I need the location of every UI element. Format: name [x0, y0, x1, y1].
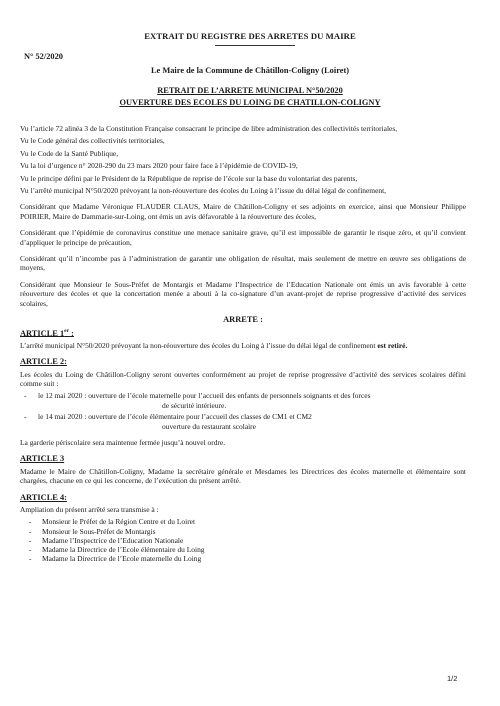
title-divider: [215, 45, 295, 46]
consideration-paragraph: Vu le principe défini par le Président de la République de reprise de l’école sur la base du volontariat des parents,: [20, 173, 358, 183]
article-1-body: L’arrêté municipal N°50/2020 prévoyant la non-réouverture des écoles du Loing à l’issue du délai légal de confinement: [20, 340, 378, 350]
consideration-paragraph: Considérant que Monsieur le Sous-Préfet de Montargis et Madame l’Inspectrice de l’Education Nationale ont émis un avis favorable à cette réouverture des écoles et que la concertation menée a abouti à la co-signature d’un avant-projet de reprise progressive d’activité des services scolaires,: [20, 279, 466, 308]
recipients-list: [20, 517, 466, 563]
dash-bullet: -: [29, 535, 32, 545]
register-title: EXTRAIT DU REGISTRE DES ARRETES DU MAIRE: [144, 31, 356, 41]
recipient-label: Madame la Directrice de l’Ecole maternelle du Loing: [42, 554, 202, 564]
list-item: [20, 554, 466, 563]
recipient-label: Monsieur le Sous-Préfet de Montargis: [42, 526, 156, 536]
article-1-text: [20, 341, 466, 350]
dash-bullet: -: [29, 545, 32, 554]
recipient-label: Madame l’Inspectrice de l’Education Nationale: [42, 535, 184, 545]
schedule-line: le 14 mai 2020 : ouverture de l’école élémentaire pour l’accueil des classes de CM1 et CM2: [38, 412, 312, 422]
consideration-paragraph: Vu l’article 72 alinéa 3 de la Constitution Française consacrant le principe de libre administration des collectivités territoriales,: [20, 124, 398, 133]
schedule-continuation: de sécurité intérieure.: [162, 400, 227, 410]
list-item: [20, 536, 466, 545]
article-3-title: ARTICLE 3: [20, 454, 65, 464]
article-1-title-prefix: ARTICLE 1: [20, 328, 65, 338]
list-item: [20, 391, 466, 410]
article-2-note: La garderie périscolaire sera maintenue fermée jusqu’à nouvel ordre.: [20, 437, 226, 447]
consideration-paragraph: Considérant qu’il n’incombe pas à l’administration de garantir une obligation de résultat, mais seulement de mettre en œuvre ses obligations de moyens,: [20, 254, 466, 273]
dash-bullet: -: [29, 526, 32, 536]
dash-bullet: -: [29, 554, 32, 564]
article-2-title: ARTICLE 2:: [20, 357, 67, 367]
dash-bullet: -: [29, 517, 32, 527]
consideration-paragraph: Considérant que l’épidémie de coronavirus constitue une menace sanitaire grave, qu’il est impossible de garantir le risque zéro, et qu’il convient d’appliquer le principe de précaution,: [20, 228, 466, 247]
decree-body: [20, 124, 466, 563]
list-item: [20, 545, 466, 554]
consideration-paragraph: Vu le Code de la Santé Publique,: [20, 148, 119, 158]
subtitle-withdrawal: RETRAIT DE L’ARRETE MUNICIPAL N°50/2020: [157, 86, 343, 95]
consideration-paragraph: Considérant que Madame Véronique FLAUDER CLAUS, Maire de Châtillon-Coligny et ses adjoints en exercice, ainsi que Monsieur Philippe POIRIER, Maire de Dammarie-sur-Loing, ont émis un avis défavorable à la réouverture des écoles,: [20, 202, 466, 221]
schedule-continuation: ouverture du restaurant scolaire: [162, 421, 256, 431]
dash-bullet: -: [24, 412, 27, 422]
recipient-label: Madame la Directrice de l’Ecole élémentaire du Loing: [42, 545, 205, 554]
list-item: [20, 527, 466, 536]
consideration-paragraph: Vu l’arrêté municipal N°50/2020 prévoyant la non-réouverture des écoles du Loing à l’issue du délai légal de confinement,: [20, 186, 387, 196]
article-4-title: ARTICLE 4:: [20, 492, 67, 502]
article-4-text: Ampliation du présent arrêté sera transmise à :: [20, 504, 159, 514]
article-1-bold: est retiré.: [377, 340, 408, 350]
dash-bullet: -: [24, 391, 27, 401]
recipient-label: Monsieur le Préfet de la Région Centre et du Loiret: [42, 517, 196, 527]
consideration-paragraph: Vu la loi d’urgence n° 2020-290 du 23 mars 2020 pour faire face à l’épidémie de COVID-19,: [20, 161, 298, 171]
article-1-title-suffix: :: [69, 328, 74, 338]
article-3-text: Madame le Maire de Châtillon-Coligny, Madame la secrétaire générale et Mesdames les Directrices des écoles maternelle et élémentaire sont chargées, chacune en ce qui les concerne, de l’exécution du présent arrêté.: [20, 466, 466, 486]
decision-heading: ARRETE :: [223, 315, 263, 325]
page-number: 1/2: [447, 674, 458, 683]
schedule-line: le 12 mai 2020 : ouverture de l’école maternelle pour l’accueil des enfants de personnels soignants et des forces: [38, 391, 371, 401]
article-2-text: Les écoles du Loing de Châtillon-Coligny seront ouvertes conformément au projet de reprise progressive d’activité des services scolaires défini comme suit :: [20, 369, 466, 388]
decree-number: N° 52/2020: [24, 52, 63, 61]
consideration-paragraph: Vu le Code général des collectivités territoriales,: [20, 136, 165, 146]
list-item: [20, 517, 466, 526]
article-1-title: [20, 327, 466, 338]
mayor-heading: Le Maire de la Commune de Châtillon-Coligny (Loiret): [150, 66, 350, 75]
opening-schedule-list: [20, 391, 466, 431]
subtitle-opening: OUVERTURE DES ECOLES DU LOING DE CHATILLON-COLIGNY: [119, 98, 381, 107]
article-1-title-sup: er: [64, 327, 70, 334]
list-item: [20, 412, 466, 431]
